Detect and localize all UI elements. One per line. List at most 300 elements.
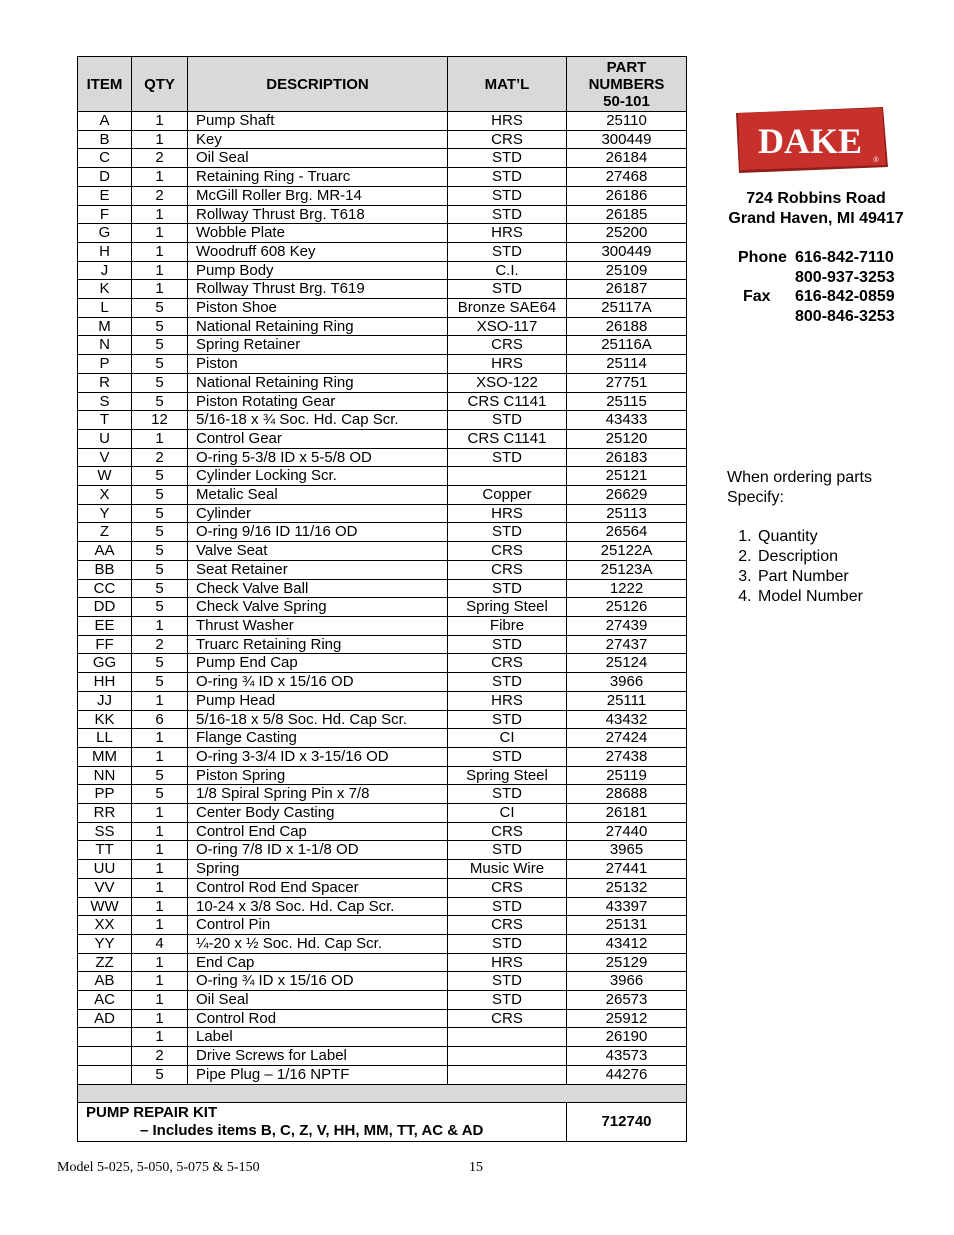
table-row [78,448,687,467]
description-cell: O-ring 7/8 ID x 1-1/8 OD [188,841,448,860]
part-number-cell: 26188 [567,317,687,336]
description-cell: Pipe Plug – 1/16 NPTF [188,1065,448,1084]
header-part-line2: NUMBERS [588,75,665,93]
description-cell: Control Rod [188,1009,448,1028]
ordering-line-1: When ordering parts [727,469,872,486]
qty-cell: 5 [132,467,188,486]
repair-kit-part-number: 712740 [567,1102,687,1141]
contact-info [734,248,944,326]
item-cell: N [78,336,132,355]
qty-cell: 1 [132,804,188,823]
qty-cell: 5 [132,392,188,411]
table-row [78,112,687,131]
item-cell: FF [78,635,132,654]
ordering-item-description: 2. Description [756,547,947,567]
item-cell: RR [78,804,132,823]
qty-cell: 1 [132,972,188,991]
item-cell: V [78,448,132,467]
item-cell: HH [78,673,132,692]
qty-cell: 5 [132,486,188,505]
part-number-cell: 26181 [567,804,687,823]
table-row [78,411,687,430]
part-number-cell: 28688 [567,785,687,804]
qty-cell: 1 [132,205,188,224]
item-cell: SS [78,822,132,841]
part-number-cell: 25123A [567,560,687,579]
table-row [78,616,687,635]
item-cell: U [78,429,132,448]
part-number-cell: 43412 [567,934,687,953]
header-qty: QTY [132,57,188,112]
material-cell: STD [448,841,567,860]
repair-kit-includes: – Includes items B, C, Z, V, HH, MM, TT, AC & AD [140,1121,484,1139]
description-cell: Label [188,1028,448,1047]
fax-number-2: 800-846-3253 [795,307,895,325]
item-cell: L [78,299,132,318]
material-cell: CRS C1141 [448,429,567,448]
description-cell: Spring [188,860,448,879]
material-cell: STD [448,635,567,654]
qty-cell: 5 [132,785,188,804]
fax-number-1: 616-842-0859 [795,288,895,305]
part-number-cell: 26183 [567,448,687,467]
material-cell: STD [448,205,567,224]
table-row [78,953,687,972]
header-part-line1: PART [606,58,647,76]
qty-cell: 1 [132,822,188,841]
item-cell: BB [78,560,132,579]
material-cell: HRS [448,355,567,374]
item-cell: G [78,224,132,243]
description-cell: Thrust Washer [188,616,448,635]
material-cell: HRS [448,504,567,523]
qty-cell: 1 [132,224,188,243]
item-cell: S [78,392,132,411]
part-number-cell: 25113 [567,504,687,523]
qty-cell: 1 [132,897,188,916]
table-row [78,598,687,617]
part-number-cell: 43433 [567,411,687,430]
material-cell: CRS [448,916,567,935]
part-number-cell: 44276 [567,1065,687,1084]
item-cell: T [78,411,132,430]
part-number-cell: 25109 [567,261,687,280]
item-cell: AD [78,1009,132,1028]
part-number-cell: 26573 [567,991,687,1010]
part-number-cell: 26187 [567,280,687,299]
description-cell: Woodruff 608 Key [188,242,448,261]
material-cell: CI [448,729,567,748]
header-material: MAT’L [448,57,567,112]
description-cell: O-ring 9/16 ID 11/16 OD [188,523,448,542]
material-cell: Spring Steel [448,598,567,617]
item-cell: GG [78,654,132,673]
qty-cell: 1 [132,729,188,748]
item-cell: LL [78,729,132,748]
item-cell: P [78,355,132,374]
material-cell: STD [448,186,567,205]
item-cell: H [78,242,132,261]
material-cell [448,467,567,486]
item-cell [78,1028,132,1047]
part-number-cell: 26564 [567,523,687,542]
table-row [78,504,687,523]
material-cell: STD [448,934,567,953]
item-cell: ZZ [78,953,132,972]
material-cell [448,1047,567,1066]
phone-label: Phone [738,249,787,266]
qty-cell: 1 [132,1028,188,1047]
qty-cell: 5 [132,299,188,318]
part-number-cell: 25124 [567,654,687,673]
description-cell: Rollway Thrust Brg. T619 [188,280,448,299]
table-row [78,691,687,710]
phone-number-1: 616-842-7110 [795,249,894,266]
table-row [78,224,687,243]
part-number-cell: 43432 [567,710,687,729]
qty-cell: 1 [132,953,188,972]
item-cell [78,1065,132,1084]
material-cell: HRS [448,953,567,972]
fax-row-2 [734,307,944,327]
item-cell: W [78,467,132,486]
header-part-numbers [567,57,687,112]
registered-mark: ® [873,157,879,164]
ordering-list [727,527,947,607]
qty-cell: 5 [132,523,188,542]
qty-cell: 2 [132,186,188,205]
part-number-cell: 3965 [567,841,687,860]
fax-row [734,287,944,307]
material-cell: STD [448,747,567,766]
description-cell: End Cap [188,953,448,972]
description-cell: Oil Seal [188,149,448,168]
table-row [78,355,687,374]
table-row [78,261,687,280]
material-cell: STD [448,168,567,187]
qty-cell: 1 [132,841,188,860]
description-cell: National Retaining Ring [188,373,448,392]
material-cell: CRS [448,654,567,673]
part-number-cell: 25132 [567,878,687,897]
description-cell: 1/8 Spiral Spring Pin x 7/8 [188,785,448,804]
qty-cell: 5 [132,560,188,579]
table-row [78,130,687,149]
spacer-row [78,1084,687,1102]
table-row [78,560,687,579]
item-cell: J [78,261,132,280]
description-cell: Wobble Plate [188,224,448,243]
description-cell: ¼-20 x ½ Soc. Hd. Cap Scr. [188,934,448,953]
qty-cell: 1 [132,242,188,261]
material-cell: XSO-117 [448,317,567,336]
material-cell [448,1028,567,1047]
material-cell: CRS [448,1009,567,1028]
qty-cell: 1 [132,168,188,187]
table-row [78,841,687,860]
qty-cell: 1 [132,261,188,280]
description-cell: O-ring ¾ ID x 15/16 OD [188,972,448,991]
description-cell: Piston Spring [188,766,448,785]
item-cell: PP [78,785,132,804]
description-cell: Seat Retainer [188,560,448,579]
description-cell: Spring Retainer [188,336,448,355]
qty-cell: 2 [132,448,188,467]
table-row [78,392,687,411]
material-cell: CRS C1141 [448,392,567,411]
material-cell: CRS [448,130,567,149]
material-cell: STD [448,785,567,804]
description-cell: Flange Casting [188,729,448,748]
item-cell: KK [78,710,132,729]
material-cell: HRS [448,691,567,710]
table-row [78,1065,687,1084]
footer-models: Model 5-025, 5-050, 5-075 & 5-150 [57,1160,260,1175]
description-cell: Control Gear [188,429,448,448]
description-cell: Check Valve Ball [188,579,448,598]
description-cell: Check Valve Spring [188,598,448,617]
description-cell: O-ring ¾ ID x 15/16 OD [188,673,448,692]
qty-cell: 5 [132,598,188,617]
description-cell: Oil Seal [188,991,448,1010]
material-cell: Music Wire [448,860,567,879]
table-row [78,747,687,766]
material-cell: STD [448,710,567,729]
material-cell: CRS [448,542,567,561]
item-cell: CC [78,579,132,598]
material-cell: Copper [448,486,567,505]
material-cell: STD [448,972,567,991]
material-cell: STD [448,149,567,168]
table-row [78,242,687,261]
qty-cell: 6 [132,710,188,729]
material-cell: CI [448,804,567,823]
description-cell: Control Rod End Spacer [188,878,448,897]
address-street: 724 Robbins Road [746,190,886,207]
item-cell: Z [78,523,132,542]
material-cell: STD [448,242,567,261]
description-cell: Retaining Ring - Truarc [188,168,448,187]
table-row [78,299,687,318]
table-row [78,486,687,505]
page-number: 15 [469,1160,483,1175]
part-number-cell: 25912 [567,1009,687,1028]
material-cell: STD [448,897,567,916]
description-cell: Pump End Cap [188,654,448,673]
description-cell: 10-24 x 3/8 Soc. Hd. Cap Scr. [188,897,448,916]
table-row [78,336,687,355]
qty-cell: 1 [132,112,188,131]
table-row [78,317,687,336]
qty-cell: 5 [132,542,188,561]
description-cell: Metalic Seal [188,486,448,505]
ordering-item-quantity: 1. Quantity [756,527,947,547]
item-cell [78,1047,132,1066]
item-cell: D [78,168,132,187]
item-cell: C [78,149,132,168]
repair-kit-title: PUMP REPAIR KIT [86,1103,218,1121]
ordering-item-part-number: 3. Part Number [756,567,947,587]
qty-cell: 1 [132,747,188,766]
description-cell: Rollway Thrust Brg. T618 [188,205,448,224]
item-cell: DD [78,598,132,617]
item-cell: WW [78,897,132,916]
table-row [78,168,687,187]
qty-cell: 5 [132,504,188,523]
material-cell: Fibre [448,616,567,635]
item-cell: NN [78,766,132,785]
table-row [78,673,687,692]
table-row [78,186,687,205]
table-row [78,654,687,673]
table-row [78,579,687,598]
part-number-cell: 26186 [567,186,687,205]
qty-cell: 5 [132,654,188,673]
table-row [78,429,687,448]
part-number-cell: 27437 [567,635,687,654]
qty-cell: 1 [132,691,188,710]
part-number-cell: 27441 [567,860,687,879]
table-row [78,804,687,823]
part-number-cell: 3966 [567,972,687,991]
qty-cell: 1 [132,860,188,879]
material-cell: CRS [448,822,567,841]
description-cell: Pump Body [188,261,448,280]
item-cell: JJ [78,691,132,710]
table-row [78,916,687,935]
item-cell: VV [78,878,132,897]
table-row [78,710,687,729]
item-cell: X [78,486,132,505]
item-cell: M [78,317,132,336]
part-number-cell: 27424 [567,729,687,748]
description-cell: Center Body Casting [188,804,448,823]
repair-kit-row [78,1102,687,1141]
item-cell: A [78,112,132,131]
repair-kit-description [78,1102,567,1141]
material-cell: CRS [448,336,567,355]
description-cell: Key [188,130,448,149]
description-cell: Cylinder [188,504,448,523]
dake-logo-text: DAKE [757,121,863,161]
part-number-cell: 27440 [567,822,687,841]
material-cell: Spring Steel [448,766,567,785]
part-number-cell: 300449 [567,242,687,261]
table-row [78,766,687,785]
company-address [700,189,932,228]
item-cell: Y [78,504,132,523]
phone-number-2: 800-937-3253 [795,268,895,286]
qty-cell: 12 [132,411,188,430]
qty-cell: 5 [132,766,188,785]
header-description: DESCRIPTION [188,57,448,112]
table-row [78,785,687,804]
qty-cell: 1 [132,429,188,448]
table-row [78,205,687,224]
address-city: Grand Haven, MI 49417 [728,209,904,227]
qty-cell: 5 [132,1065,188,1084]
part-number-cell: 25131 [567,916,687,935]
material-cell: C.I. [448,261,567,280]
part-number-cell: 25117A [567,299,687,318]
part-number-cell: 27439 [567,616,687,635]
item-cell: XX [78,916,132,935]
material-cell: STD [448,673,567,692]
table-row [78,729,687,748]
material-cell: STD [448,991,567,1010]
header-part-line3: 50-101 [603,92,650,110]
part-number-cell: 26190 [567,1028,687,1047]
description-cell: Control End Cap [188,822,448,841]
part-number-cell: 25111 [567,691,687,710]
part-number-cell: 25119 [567,766,687,785]
qty-cell: 5 [132,336,188,355]
item-cell: YY [78,934,132,953]
part-number-cell: 25120 [567,429,687,448]
part-number-cell: 27438 [567,747,687,766]
description-cell: Valve Seat [188,542,448,561]
description-cell: 5/16-18 x 5/8 Soc. Hd. Cap Scr. [188,710,448,729]
table-row [78,972,687,991]
qty-cell: 2 [132,1047,188,1066]
material-cell [448,1065,567,1084]
table-row [78,934,687,953]
table-row [78,373,687,392]
ordering-item-model-number: 4. Model Number [756,587,947,607]
part-number-cell: 43397 [567,897,687,916]
qty-cell: 1 [132,130,188,149]
item-cell: F [78,205,132,224]
description-cell: Truarc Retaining Ring [188,635,448,654]
qty-cell: 1 [132,878,188,897]
table-header-row [78,57,687,112]
material-cell: CRS [448,878,567,897]
description-cell: Control Pin [188,916,448,935]
qty-cell: 4 [132,934,188,953]
material-cell: STD [448,411,567,430]
qty-cell: 5 [132,373,188,392]
table-row [78,1047,687,1066]
header-item: ITEM [78,57,132,112]
description-cell: Pump Head [188,691,448,710]
part-number-cell: 25122A [567,542,687,561]
table-row [78,860,687,879]
description-cell: National Retaining Ring [188,317,448,336]
phone-row-2 [734,268,944,288]
item-cell: AA [78,542,132,561]
material-cell: HRS [448,224,567,243]
material-cell: Bronze SAE64 [448,299,567,318]
qty-cell: 1 [132,280,188,299]
ordering-line-2: Specify: [727,489,784,506]
material-cell: CRS [448,560,567,579]
item-cell: TT [78,841,132,860]
qty-cell: 1 [132,616,188,635]
qty-cell: 1 [132,916,188,935]
material-cell: STD [448,579,567,598]
description-cell: Piston Shoe [188,299,448,318]
table-row [78,897,687,916]
item-cell: AC [78,991,132,1010]
description-cell: O-ring 3-3/4 ID x 3-15/16 OD [188,747,448,766]
parts-table [77,56,687,1142]
part-number-cell: 25110 [567,112,687,131]
table-row [78,1009,687,1028]
item-cell: E [78,186,132,205]
part-number-cell: 26184 [567,149,687,168]
part-number-cell: 43573 [567,1047,687,1066]
table-row [78,822,687,841]
